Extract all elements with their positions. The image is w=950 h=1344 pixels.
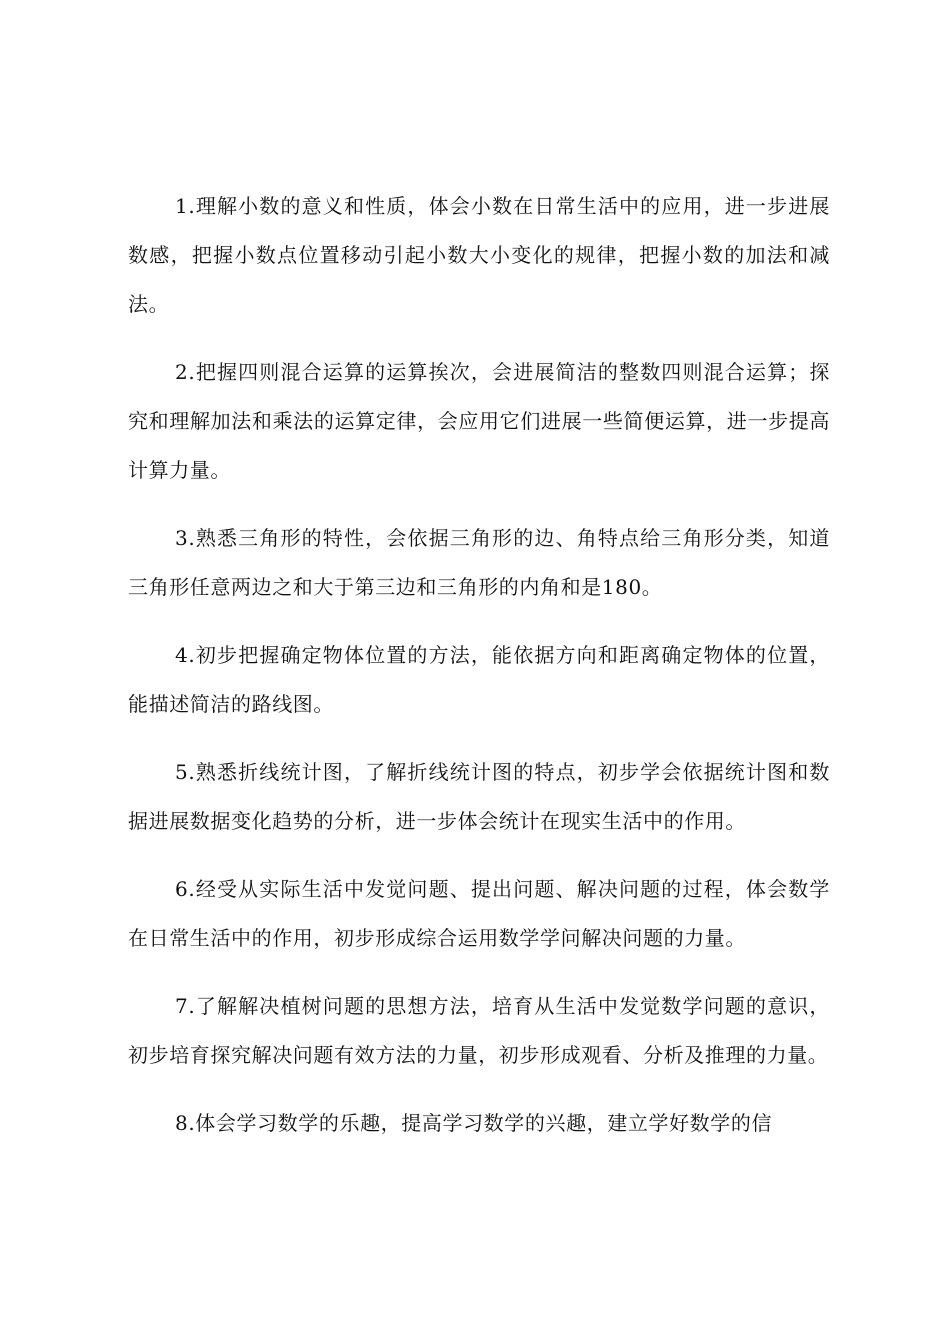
paragraph-6: 6.经受从实际生活中发觉问题、提出问题、解决问题的过程，体会数学在日常生活中的作用，初步形成综合运用数学学问解决问题的力量。 bbox=[128, 877, 830, 950]
paragraph-5: 5.熟悉折线统计图，了解折线统计图的特点，初步学会依据统计图和数据进展数据变化趋势的分析，进一步体会统计在现实生活中的作用。 bbox=[128, 760, 830, 833]
document-body bbox=[128, 182, 830, 1167]
paragraph-7: 7.了解解决植树问题的思想方法，培育从生活中发觉数学问题的意识，初步培育探究解决问题有效方法的力量，初步形成观看、分析及推理的力量。 bbox=[128, 994, 830, 1067]
paragraph-2: 2.把握四则混合运算的运算挨次，会进展简洁的整数四则混合运算；探究和理解加法和乘法的运算定律，会应用它们进展一些简便运算，进一步提高计算力量。 bbox=[128, 360, 830, 482]
paragraph-1: 1.理解小数的意义和性质，体会小数在日常生活中的应用，进一步进展数感，把握小数点位置移动引起小数大小变化的规律，把握小数的加法和减法。 bbox=[128, 194, 830, 316]
paragraph-4: 4.初步把握确定物体位置的方法，能依据方向和距离确定物体的位置，能描述简洁的路线图。 bbox=[128, 643, 830, 716]
paragraph-3: 3.熟悉三角形的特性，会依据三角形的边、角特点给三角形分类，知道三角形任意两边之和大于第三边和三角形的内角和是180。 bbox=[128, 526, 830, 599]
paragraph-8: 8.体会学习数学的乐趣，提高学习数学的兴趣，建立学好数学的信 bbox=[175, 1111, 773, 1135]
